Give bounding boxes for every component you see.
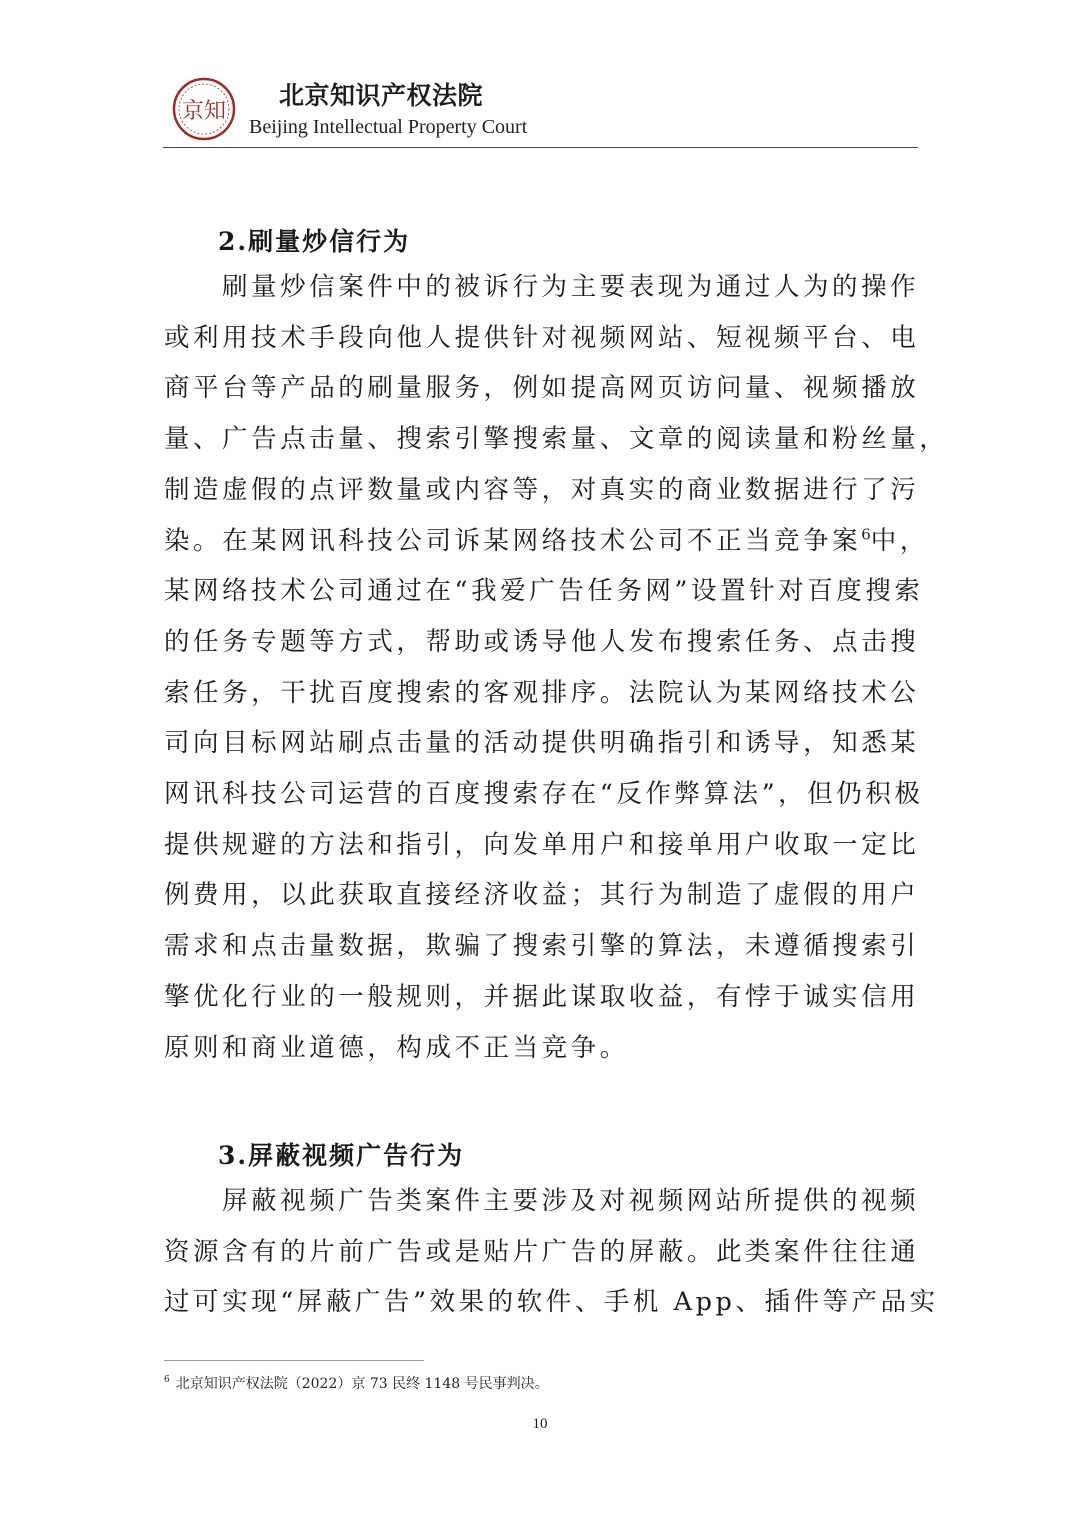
paragraph-line: 提供规避的方法和指引，向发单用户和接单用户收取一定比	[164, 829, 920, 860]
footnote-text: 北京知识产权法院（2022）京 73 民终 1148 号民事判决。	[175, 1376, 549, 1392]
paragraph-line: 某网络技术公司通过在“我爱广告任务网”设置针对百度搜索	[164, 576, 924, 607]
footnote-divider	[164, 1360, 424, 1361]
paragraph-line: 例费用，以此获取直接经济收益；其行为制造了虚假的用户	[164, 880, 920, 911]
paragraph-line: 的任务专题等方式，帮助或诱导他人发布搜索任务、点击搜	[164, 626, 920, 657]
paragraph-line: 索任务，干扰百度搜索的客观排序。法院认为某网络技术公	[164, 677, 920, 708]
paragraph-line: 制造虚假的点评数量或内容等，对真实的商业数据进行了污	[164, 474, 920, 505]
court-name-cn: 北京知识产权法院	[279, 81, 484, 110]
section-2-heading: 2.刷量炒信行为	[218, 227, 411, 256]
paragraph-line: 商平台等产品的刷量服务，例如提高网页访问量、视频播放	[164, 373, 920, 404]
paragraph-line: 过可实现“屏蔽广告”效果的软件、手机 App、插件等产品实	[164, 1287, 939, 1318]
footnote-reference[interactable]: 6	[861, 525, 871, 544]
footnote-marker: 6	[164, 1375, 170, 1386]
section-3-body	[164, 1176, 939, 1328]
paragraph-line: 量、广告点击量、搜索引擎搜索量、文章的阅读量和粉丝量，	[164, 424, 949, 455]
court-seal-logo	[171, 76, 237, 142]
paragraph-line: 擎优化行业的一般规则，并据此谋取收益，有悖于诚实信用	[164, 981, 920, 1012]
section-3-heading: 3.屏蔽视频广告行为	[218, 1141, 465, 1170]
page-number: 10	[532, 1416, 548, 1432]
paragraph-line: 资源含有的片前广告或是贴片广告的屏蔽。此类案件往往通	[164, 1236, 920, 1267]
paragraph-line: 刷量炒信案件中的被诉行为主要表现为通过人为的操作	[222, 272, 920, 302]
paragraph-text: 染。在某网讯科技公司诉某网络技术公司不正当竞争案	[164, 525, 862, 556]
svg-text:京知: 京知	[181, 99, 227, 124]
footnote	[164, 1373, 549, 1393]
page-header	[163, 72, 918, 148]
header-divider	[163, 147, 918, 148]
paragraph-line: 原则和商业道德，构成不正当竞争。	[164, 1032, 629, 1063]
court-name-en: Beijing Intellectual Property Court	[249, 116, 528, 138]
section-2-body	[164, 262, 949, 1073]
paragraph-line: 司向目标网站刷点击量的活动提供明确指引和诱导，知悉某	[164, 728, 920, 759]
paragraph-line: 网讯科技公司运营的百度搜索存在“反作弊算法”，但仍积极	[164, 779, 924, 810]
paragraph-text: 中，	[870, 525, 929, 556]
paragraph-line: 需求和点击量数据，欺骗了搜索引擎的算法，未遵循搜索引	[164, 931, 920, 962]
paragraph-line: 或利用技术手段向他人提供针对视频网站、短视频平台、电	[164, 322, 920, 353]
paragraph-line: 屏蔽视频广告类案件主要涉及对视频网站所提供的视频	[222, 1186, 920, 1216]
paragraph-line-with-footnote	[164, 516, 929, 567]
